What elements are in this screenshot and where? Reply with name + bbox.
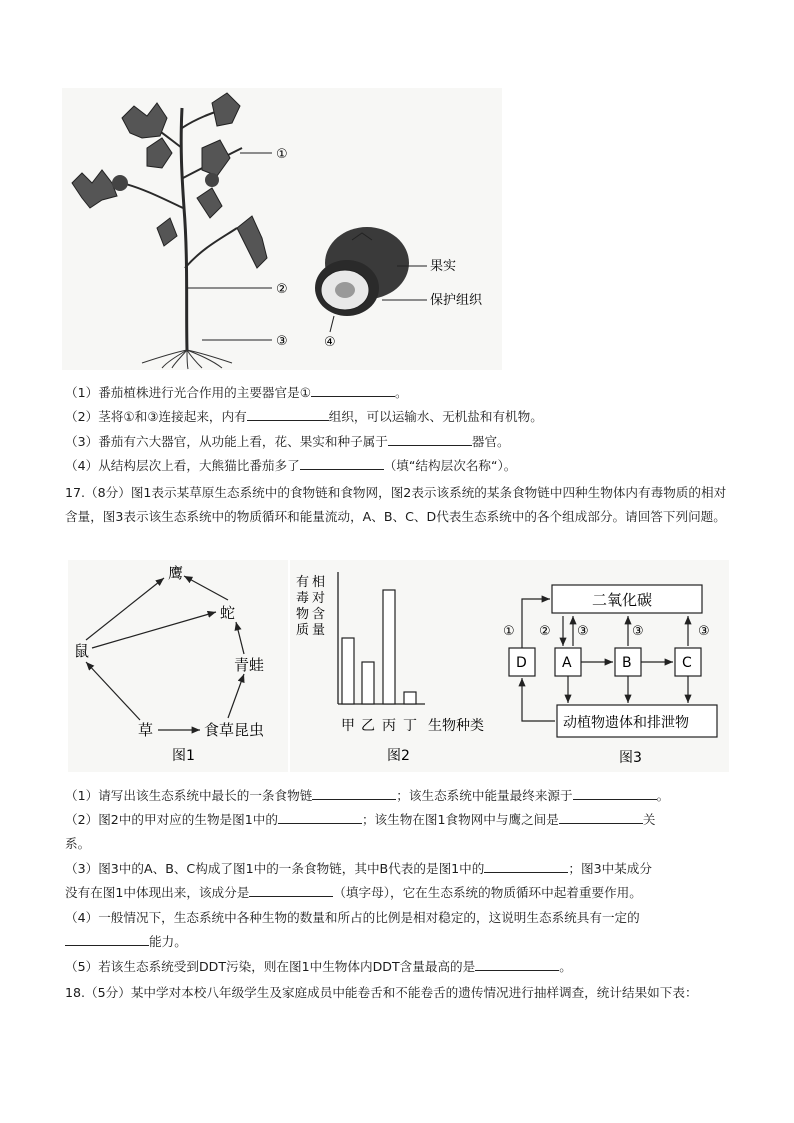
toxin-bar-chart: [290, 560, 510, 772]
label-3: ③: [276, 334, 288, 349]
answer-blank[interactable]: [311, 382, 395, 397]
q17-item-2-cont: 系。: [65, 836, 91, 851]
q17-item-2: （2）图2中的甲对应的生物是图1中的 ；该生物在图1食物网中与鹰之间是 关: [65, 809, 655, 831]
node-frog: 青蛙: [234, 656, 265, 674]
fig1-caption: 图1: [172, 748, 195, 764]
node-a: A: [562, 655, 572, 671]
y-axis-label-char: 量: [312, 623, 326, 638]
marker-2: ②: [539, 624, 551, 639]
q16-item-3: （3）番茄有六大器官，从功能上看，花、果实和种子属于 器官。: [65, 431, 510, 453]
q16-item-1: （1）番茄植株进行光合作用的主要器官是① 。: [65, 382, 408, 404]
label-4: ④: [324, 335, 336, 350]
y-axis-label-char: 对: [312, 591, 326, 606]
bar-2: [362, 662, 374, 704]
q16-item-2: （2）茎将①和③连接起来，内有 组织，可以运输水、无机盐和有机物。: [65, 406, 543, 428]
node-b: B: [622, 655, 632, 671]
food-web-figure: [68, 560, 288, 772]
x-tick-label: 丁: [403, 718, 417, 734]
node-d: D: [516, 655, 527, 671]
answer-blank[interactable]: [247, 406, 329, 421]
tomato-plant-figure: [62, 88, 502, 370]
co2-box: 二氧化碳: [592, 591, 653, 609]
y-axis-label-char: 有: [296, 575, 310, 590]
bar-4: [404, 692, 416, 704]
marker-1: ①: [503, 624, 515, 639]
marker-3c: ③: [698, 624, 710, 639]
fig2-caption: 图2: [387, 748, 410, 764]
q17-item-3: （3）图3中的A、B、C构成了图1中的一条食物链，其中B代表的是图1中的 ；图3中某成分: [65, 858, 652, 880]
y-axis-label-char: 质: [296, 623, 310, 638]
node-grass: 草: [138, 721, 154, 739]
answer-blank[interactable]: [559, 809, 643, 824]
answer-blank[interactable]: [484, 858, 568, 873]
q17-item-3-cont: 没有在图1中体现出来，该成分是 （填字母），它在生态系统的物质循环中起着重要作用。: [65, 882, 642, 904]
y-axis-label-char: 物: [296, 607, 310, 622]
node-hawk: 鹰: [168, 564, 184, 582]
label-2: ②: [276, 282, 288, 297]
x-tick-label: 丙: [382, 718, 396, 734]
label-1: ①: [276, 147, 288, 162]
answer-blank[interactable]: [249, 882, 333, 897]
q17-item-1: （1）请写出该生态系统中最长的一条食物链 ；该生态系统中能量最终来源于 。: [65, 785, 669, 807]
x-axis-label: 生物种类: [428, 718, 484, 734]
answer-blank[interactable]: [300, 455, 384, 470]
bar-3: [383, 590, 395, 704]
answer-blank[interactable]: [573, 785, 657, 800]
x-tick-label: 甲: [341, 718, 355, 734]
node-snake: 蛇: [220, 604, 236, 622]
material-cycle-figure: [497, 560, 729, 772]
fig3-caption: 图3: [619, 750, 642, 766]
protective-tissue-label: 保护组织: [430, 293, 483, 308]
answer-blank[interactable]: [278, 809, 362, 824]
y-axis-label-char: 含: [312, 607, 326, 622]
x-tick-label: 乙: [361, 718, 375, 734]
node-c: C: [682, 655, 692, 671]
bar-1: [342, 638, 354, 704]
q17-intro: 17.（8分）图1表示某草原生态系统中的食物链和食物网，图2表示该系统的某条食物链中四种生物体内有毒物质的相对含量，图3表示该生态系统中的物质循环和能量流动，A、B、C、D代表生态系统中的各个组成部分。请回答下列问题。: [65, 485, 727, 524]
marker-3a: ③: [577, 624, 589, 639]
q16-item-4: （4）从结构层次上看，大熊猫比番茄多了 （填“结构层次名称“）。: [65, 455, 516, 477]
q17-item-4: （4）一般情况下，生态系统中各种生物的数量和所占的比例是相对稳定的，这说明生态系统具有一定的: [65, 910, 640, 925]
answer-blank[interactable]: [312, 785, 396, 800]
node-insect: 食草昆虫: [204, 721, 265, 739]
answer-blank[interactable]: [388, 431, 472, 446]
q18-intro: 18.（5分）某中学对本校八年级学生及家庭成员中能卷舌和不能卷舌的遗传情况进行抽样调查，统计结果如下表：: [65, 985, 698, 1000]
q17-item-5: （5）若该生态系统受到DDT污染，则在图1中生物体内DDT含量最高的是 。: [65, 956, 572, 978]
y-axis-label-char: 相: [312, 575, 326, 590]
y-axis-label-char: 毒: [296, 591, 310, 606]
answer-blank[interactable]: [475, 956, 559, 971]
node-mouse: 鼠: [74, 642, 90, 660]
answer-blank[interactable]: [65, 931, 149, 946]
q17-item-4-cont: 能力。: [65, 931, 187, 953]
remains-box: 动植物遗体和排泄物: [563, 715, 689, 731]
fruit-label: 果实: [430, 259, 457, 274]
marker-3b: ③: [632, 624, 644, 639]
